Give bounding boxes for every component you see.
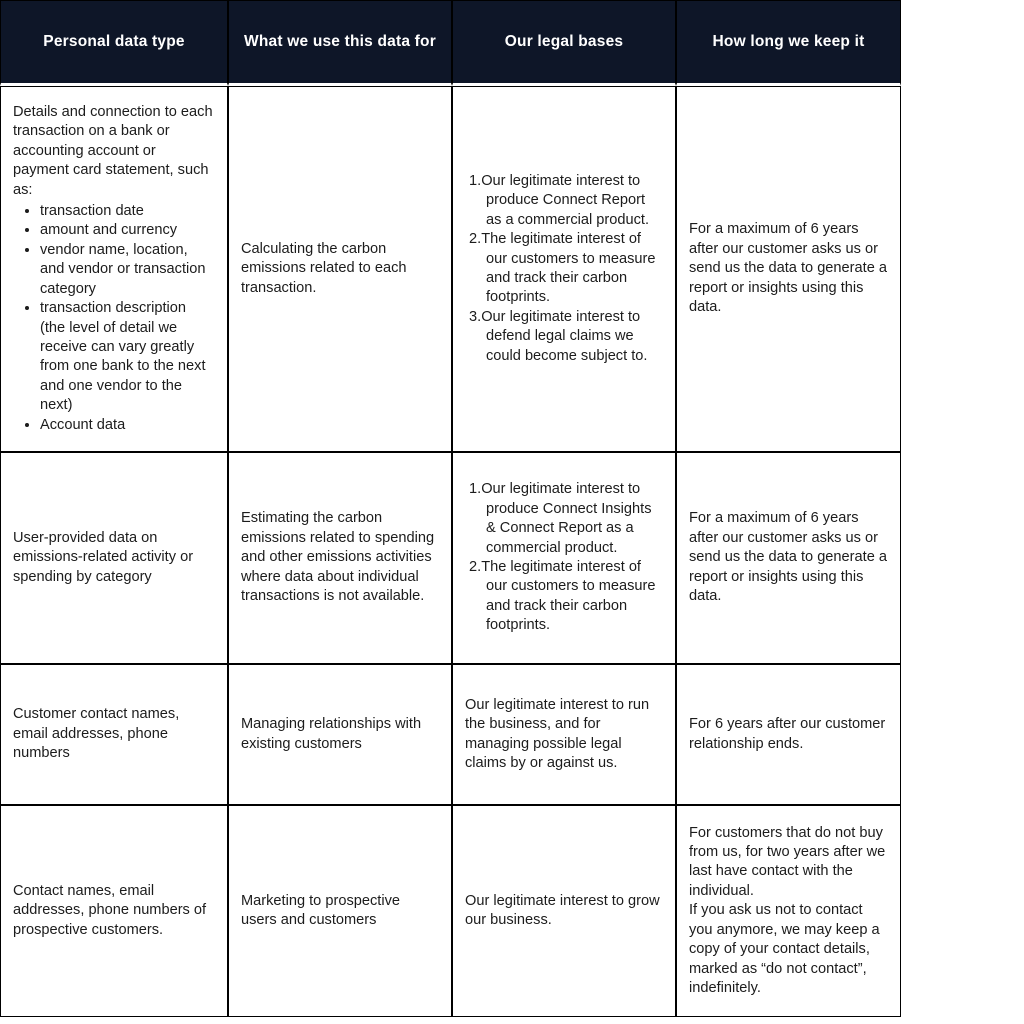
retention-text: For customers that do not buy from us, for two years after we last have contact with the individual. — [689, 824, 886, 899]
cell-personal-data-type — [0, 805, 228, 1017]
list-item: Our legitimate interest to defend legal claims we could become subject to. — [481, 308, 648, 364]
column-header-purpose: What we use this data for — [228, 0, 452, 86]
cell-intro-text: User-provided data on emissions-related activity or spending by category — [13, 529, 194, 585]
list-item: Our legitimate interest to produce Connect Insights & Connect Report as a commercial product. — [481, 481, 652, 556]
table-row — [0, 86, 901, 452]
list-item: • Account data — [40, 416, 215, 435]
cell-legal-bases: Our legitimate interest to run the business, and for managing possible legal claims by or against us. — [452, 664, 676, 805]
table-row — [0, 805, 901, 1017]
column-header-legal-bases: Our legal bases — [452, 0, 676, 86]
cell-legal-bases: Our legitimate interest to grow our business. — [452, 805, 676, 1017]
list-item: • transaction description (the level of detail we receive can vary greatly from one bank to the next and one vendor to the next) — [40, 299, 215, 415]
cell-purpose: Calculating the carbon emissions related to each transaction. — [228, 86, 452, 452]
list-item: The legitimate interest of our customers to measure and track their carbon footprints. — [481, 231, 656, 306]
cell-intro-text: Contact names, email addresses, phone numbers of prospective customers. — [13, 882, 207, 938]
list-item: • amount and currency — [40, 221, 215, 240]
cell-personal-data-type — [0, 452, 228, 664]
retention-text: For 6 years after our customer relationship ends. — [689, 716, 886, 752]
data-type-bullet-list — [13, 202, 215, 435]
list-item: • transaction date — [40, 202, 215, 221]
list-item: • vendor name, location, and vendor or transaction category — [40, 241, 215, 299]
cell-personal-data-type — [0, 664, 228, 805]
list-item: The legitimate interest of our customers to measure and track their carbon footprints. — [481, 559, 656, 634]
cell-intro-text: Details and connection to each transaction on a bank or accounting account or payment card statement, such as: — [13, 104, 213, 198]
cell-purpose: Marketing to prospective users and customers — [228, 805, 452, 1017]
cell-retention — [676, 805, 901, 1017]
cell-intro-text: Customer contact names, email addresses, phone numbers — [13, 706, 180, 762]
cell-legal-bases — [452, 86, 676, 452]
cell-retention — [676, 86, 901, 452]
legal-bases-numbered-list — [465, 172, 663, 366]
table-row — [0, 664, 901, 805]
legal-bases-numbered-list — [465, 480, 663, 635]
table-row — [0, 452, 901, 664]
column-header-retention: How long we keep it — [676, 0, 901, 86]
column-header-personal-data-type: Personal data type — [0, 0, 228, 86]
cell-retention — [676, 664, 901, 805]
retention-text: If you ask us not to contact you anymore, we may keep a copy of your contact details, marked as “do not contact”, indefinitely. — [689, 902, 880, 996]
retention-text: For a maximum of 6 years after our customer asks us or send us the data to generate a report or insights using this data. — [689, 510, 887, 605]
cell-retention — [676, 452, 901, 664]
table-header-row — [0, 0, 901, 86]
cell-purpose: Managing relationships with existing customers — [228, 664, 452, 805]
cell-legal-bases — [452, 452, 676, 664]
retention-text: For a maximum of 6 years after our customer asks us or send us the data to generate a report or insights using this data. — [689, 221, 887, 316]
cell-personal-data-type — [0, 86, 228, 452]
list-item: Our legitimate interest to produce Connect Report as a commercial product. — [481, 172, 650, 228]
cell-purpose: Estimating the carbon emissions related to spending and other emissions activities where data about individual transactions is not available. — [228, 452, 452, 664]
